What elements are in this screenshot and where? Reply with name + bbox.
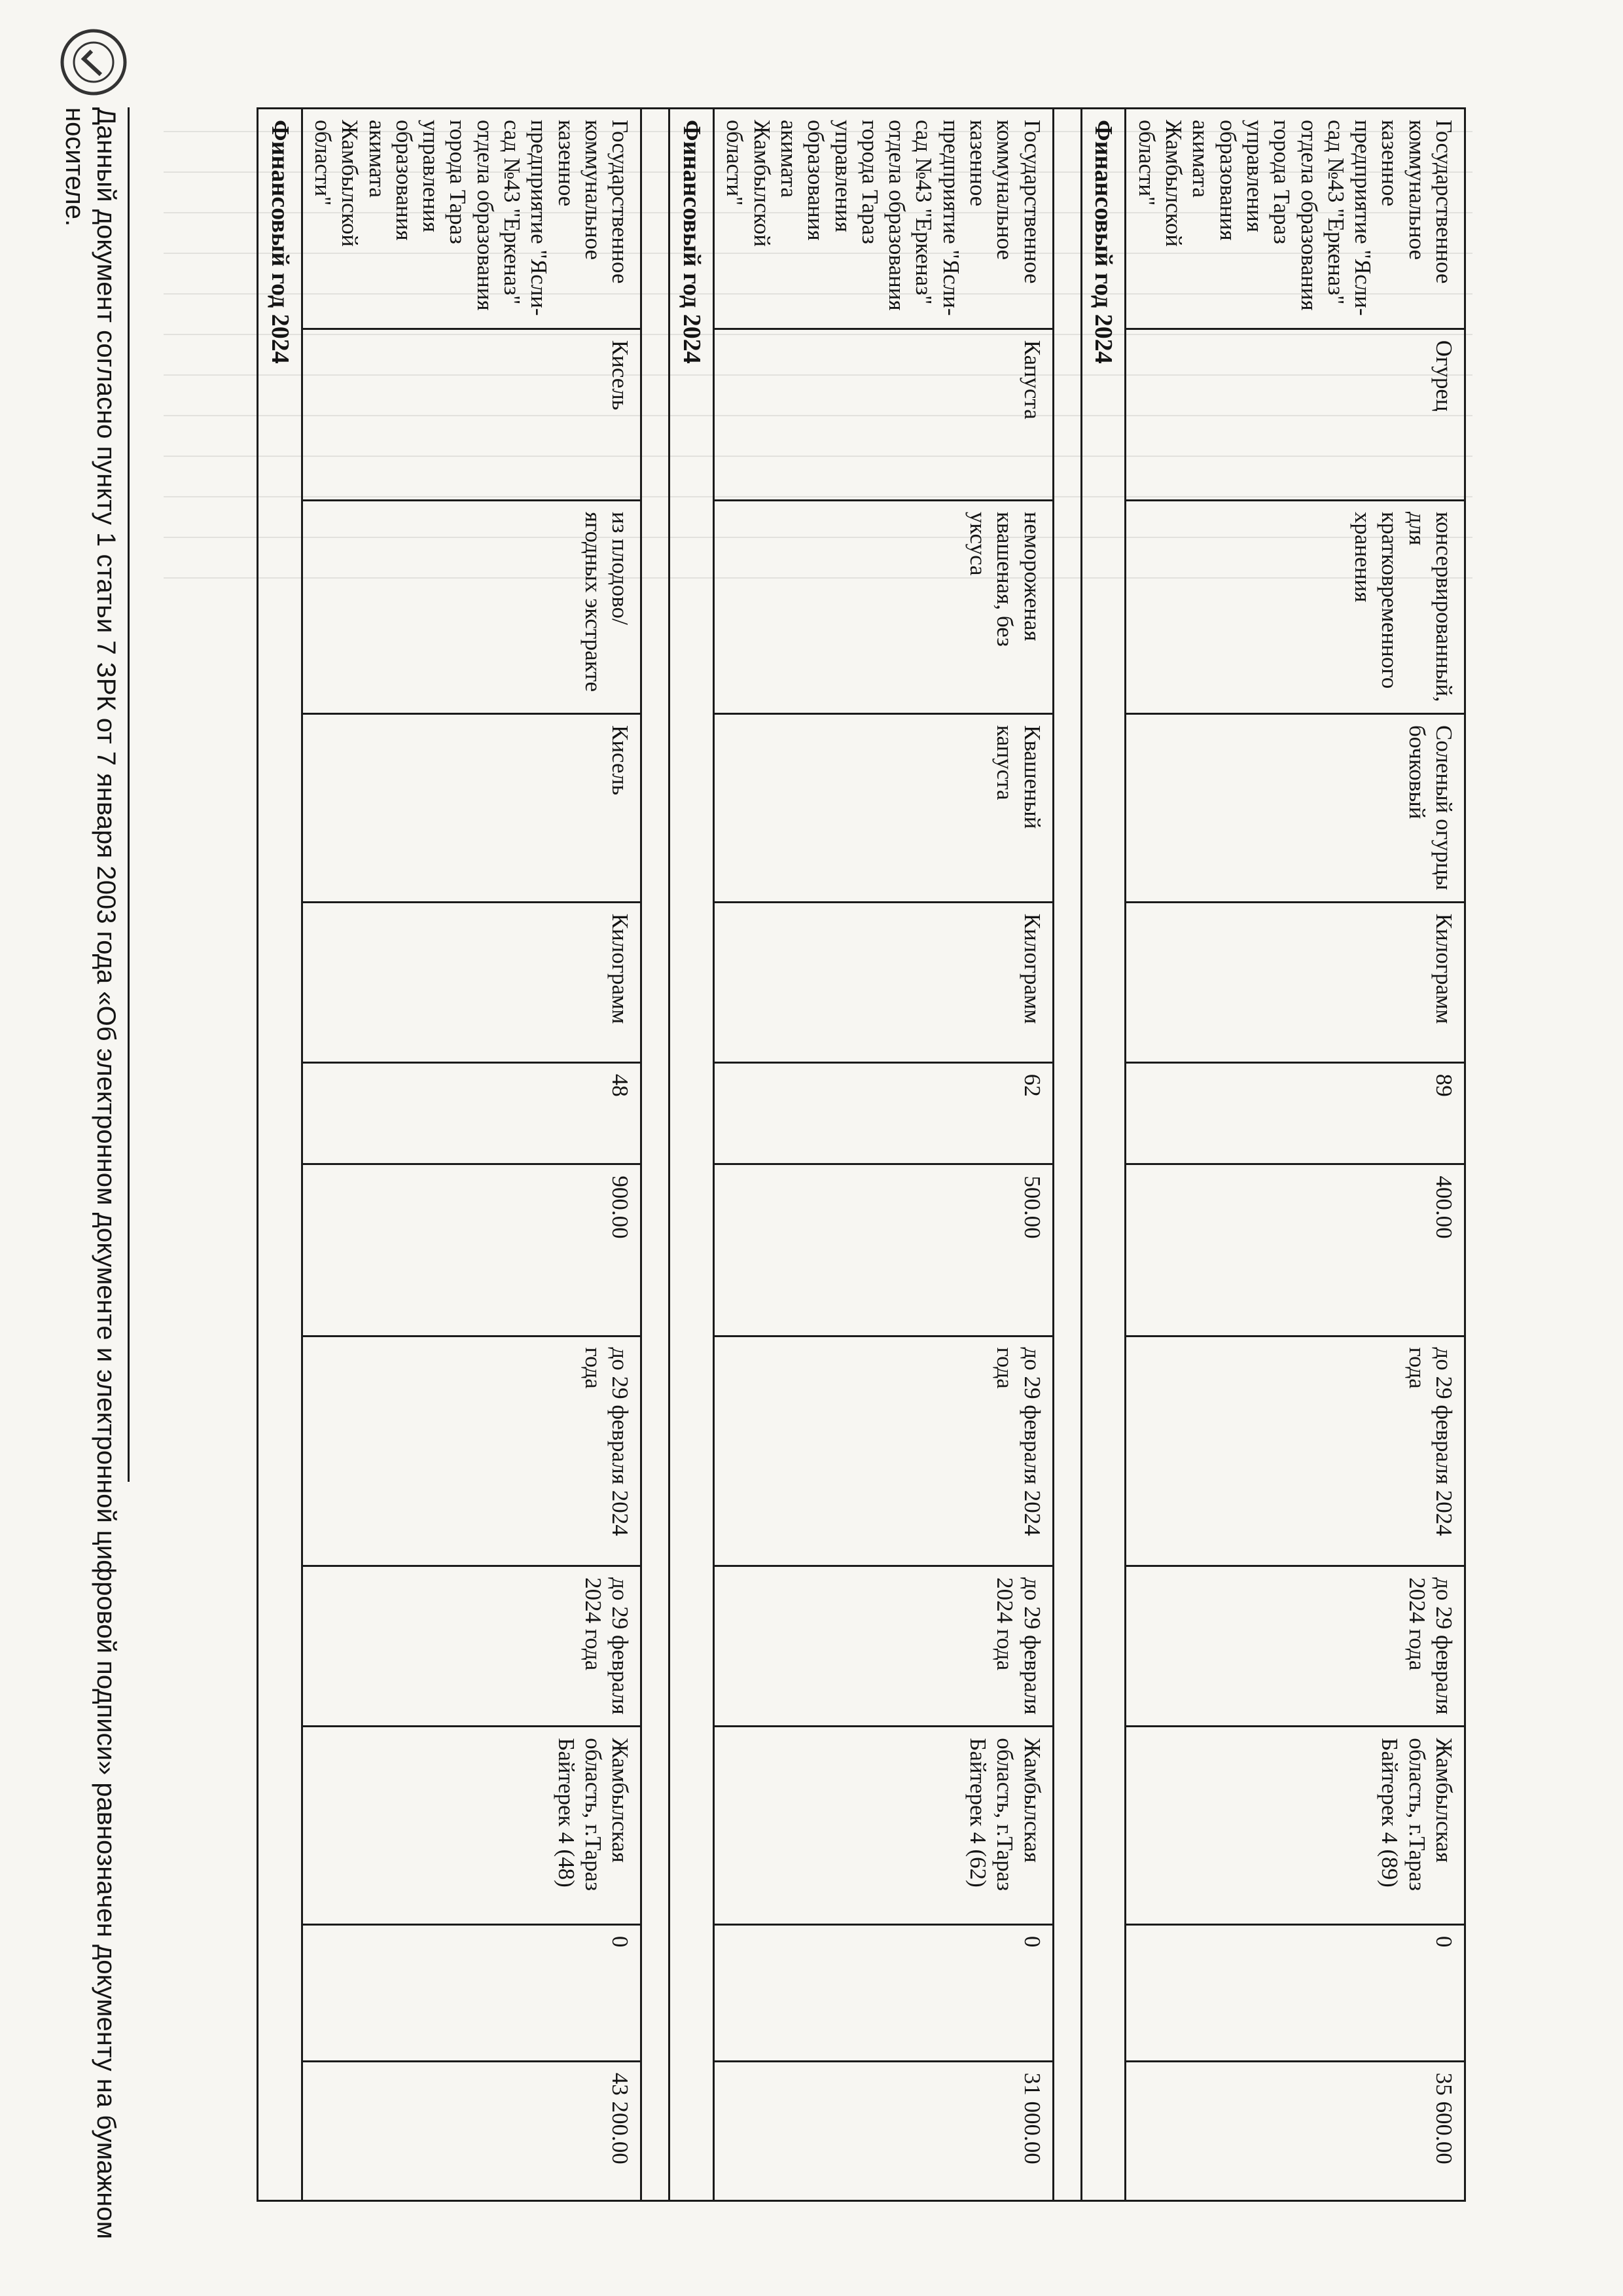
item-name-cell: Огурец: [1126, 329, 1465, 500]
delivery-term-cell: до 29 февраля 2024 года: [1126, 1566, 1465, 1727]
spacer-row: [641, 109, 669, 2201]
spacer-row: [1053, 109, 1081, 2201]
unit-cell: Килограмм: [1126, 902, 1465, 1062]
unit-cell: Килограмм: [714, 902, 1054, 1062]
delivery-term-cell: до 29 февраля 2024 года: [714, 1566, 1054, 1727]
procurement-table: [257, 107, 1466, 2202]
financial-year-label: Финансовый год 2024: [257, 109, 302, 2201]
price-cell: 400.00: [1126, 1164, 1465, 1336]
quantity-cell: 89: [1126, 1062, 1465, 1164]
customer-cell: Государственное коммунальное казенное предприятие "Ясли-сад №43 "Еркеназ" отдела образования города Тараз управления образования акимата Жамбылской области": [1126, 109, 1465, 329]
financial-year-row: [1081, 109, 1126, 2201]
item-spec-cell: Квашеный капуста: [714, 713, 1054, 902]
footer-note: Данный документ согласно пункту 1 статьи 7 ЗРК от 7 января 2003 года «Об электронном документе и электронной цифровой подписи» равнозначен документу на бумажном носителе.: [60, 107, 120, 2240]
advance-cell: 0: [1126, 1924, 1465, 2061]
unit-cell: Килограмм: [302, 902, 641, 1062]
spacer-cell: [641, 109, 669, 2201]
item-name-cell: Капуста: [714, 329, 1054, 500]
delivery-place-cell: Жамбылская область, г.Тараз Байтерек 4 (89): [1126, 1727, 1465, 1925]
financial-year-label: Финансовый год 2024: [669, 109, 714, 2201]
financial-year-row: [257, 109, 302, 2201]
advance-cell: 0: [714, 1924, 1054, 2061]
item-description-cell: из плодово/ягодных экстракте: [302, 500, 641, 713]
customer-cell: Государственное коммунальное казенное предприятие "Ясли-сад №43 "Еркеназ" отдела образования города Тараз управления образования акимата Жамбылской области": [302, 109, 641, 329]
advance-cell: 0: [302, 1924, 641, 2061]
quantity-cell: 48: [302, 1062, 641, 1164]
delivery-term-cell: до 29 февраля 2024 года: [714, 1336, 1054, 1566]
quantity-cell: 62: [714, 1062, 1054, 1164]
item-description-cell: консервированный, для кратковременного хранения: [1126, 500, 1465, 713]
financial-year-label: Финансовый год 2024: [1081, 109, 1126, 2201]
table-row: [714, 109, 1054, 2201]
total-amount-cell: 35 600.00: [1126, 2061, 1465, 2200]
price-cell: 900.00: [302, 1164, 641, 1336]
price-cell: 500.00: [714, 1164, 1054, 1336]
delivery-term-cell: до 29 февраля 2024 года: [1126, 1336, 1465, 1566]
footer-rule: [128, 107, 130, 1482]
table-row: [302, 109, 641, 2201]
delivery-place-cell: Жамбылская область, г.Тараз Байтерек 4 (62): [714, 1727, 1054, 1925]
item-spec-cell: Кисель: [302, 713, 641, 902]
delivery-term-cell: до 29 февраля 2024 года: [302, 1336, 641, 1566]
table-body: [257, 109, 1465, 2201]
item-spec-cell: Соленый огурцы бочковый: [1126, 713, 1465, 902]
item-name-cell: Кисель: [302, 329, 641, 500]
delivery-place-cell: Жамбылская область, г.Тараз Байтерек 4 (48): [302, 1727, 641, 1925]
spacer-cell: [1053, 109, 1081, 2201]
document-seal-icon: [58, 26, 130, 98]
customer-cell: Государственное коммунальное казенное предприятие "Ясли-сад №43 "Еркеназ" отдела образования города Тараз управления образования акимата Жамбылской области": [714, 109, 1054, 329]
item-description-cell: немороженая квашеная, без уксуса: [714, 500, 1054, 713]
total-amount-cell: 43 200.00: [302, 2061, 641, 2200]
delivery-term-cell: до 29 февраля 2024 года: [302, 1566, 641, 1727]
financial-year-row: [669, 109, 714, 2201]
total-amount-cell: 31 000.00: [714, 2061, 1054, 2200]
table-row: [1126, 109, 1465, 2201]
